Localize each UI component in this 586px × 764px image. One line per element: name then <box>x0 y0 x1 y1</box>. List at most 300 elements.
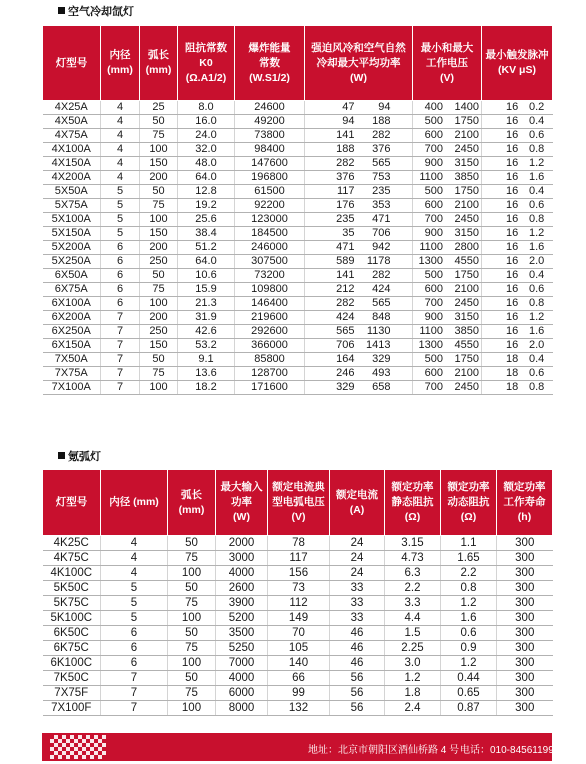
cell-value-min: 500 <box>424 269 443 281</box>
table-cell <box>482 101 553 115</box>
cell-value-max: 2450 <box>454 381 479 393</box>
table-cell: 300 <box>497 686 553 701</box>
table-cell <box>413 241 482 255</box>
cell-value-max: 2100 <box>454 367 479 379</box>
table-row <box>43 227 553 241</box>
table-cell: 32.0 <box>178 143 235 157</box>
table-cell: 196800 <box>235 171 305 185</box>
table-cell <box>413 297 482 311</box>
table-cell: 5K75C <box>43 596 101 611</box>
cell-value-max: 0.8 <box>528 143 545 155</box>
table-cell: 1.2 <box>385 671 441 686</box>
table-cell: 150 <box>140 227 178 241</box>
table-cell: 8000 <box>216 701 268 716</box>
cell-value-max: 3150 <box>454 157 479 169</box>
cell-value-max: 565 <box>372 297 391 309</box>
table-cell: 300 <box>497 566 553 581</box>
table-cell: 24 <box>330 566 385 581</box>
table-cell: 100 <box>140 143 178 157</box>
column-header-line: 功率 <box>231 496 252 508</box>
table-row <box>43 596 553 611</box>
cell-value-min: 94 <box>342 115 355 127</box>
cell-value-min: 16 <box>506 297 519 309</box>
cell-value-max: 1178 <box>366 255 391 267</box>
cell-value-min: 706 <box>336 339 355 351</box>
table-cell <box>482 199 553 213</box>
cell-value-min: 16 <box>506 185 519 197</box>
cell-value-min: 600 <box>424 367 443 379</box>
cell-value-max: 658 <box>372 381 391 393</box>
section2-title <box>58 450 101 464</box>
column-header <box>497 470 553 536</box>
table-cell: 18.2 <box>178 381 235 395</box>
table-cell <box>482 283 553 297</box>
table-cell: 5 <box>101 581 168 596</box>
table-cell: 6 <box>101 656 168 671</box>
table-row <box>43 101 553 115</box>
table-cell <box>305 101 413 115</box>
table-cell: 61500 <box>235 185 305 199</box>
table-cell: 50 <box>140 115 178 129</box>
table-cell: 6K75C <box>43 641 101 656</box>
section1-title <box>58 5 134 19</box>
table-cell: 100 <box>140 297 178 311</box>
table-cell: 7 <box>101 353 140 367</box>
table-cell <box>482 311 553 325</box>
table-cell: 100 <box>168 701 216 716</box>
cell-value-max: 2.0 <box>528 339 545 351</box>
table-cell: 50 <box>168 671 216 686</box>
table-row <box>43 551 553 566</box>
table-cell: 150 <box>140 339 178 353</box>
table-cell: 5X200A <box>43 241 101 255</box>
table-row <box>43 311 553 325</box>
table-cell: 3.15 <box>385 536 441 551</box>
table-row <box>43 171 553 185</box>
table-cell: 300 <box>497 701 553 716</box>
column-header <box>178 26 235 101</box>
cell-value-min: 235 <box>336 213 355 225</box>
cell-value-max: 1750 <box>454 269 479 281</box>
table-cell: 8.0 <box>178 101 235 115</box>
column-header-line: 内径 (mm) <box>109 496 159 508</box>
column-header-line: 额定功率 <box>503 481 546 493</box>
table-cell: 53.2 <box>178 339 235 353</box>
cell-value-min: 18 <box>506 381 519 393</box>
table-cell: 31.9 <box>178 311 235 325</box>
cell-value-min: 500 <box>424 185 443 197</box>
table-cell: 100 <box>168 611 216 626</box>
table-cell: 50 <box>168 581 216 596</box>
table-cell <box>305 171 413 185</box>
table-cell: 246000 <box>235 241 305 255</box>
table-cell: 307500 <box>235 255 305 269</box>
cell-value-max: 1.2 <box>528 157 545 169</box>
cell-value-min: 400 <box>424 101 443 113</box>
column-header-line: (Ω) <box>460 511 477 523</box>
table-cell: 75 <box>168 641 216 656</box>
column-header-line: 灯型号 <box>55 56 88 69</box>
table-cell <box>413 171 482 185</box>
column-header-line: (W.S1/2) <box>249 71 290 84</box>
column-header-line: (mm) <box>107 64 133 76</box>
column-header-line: 最小和最大 <box>420 41 474 54</box>
table-cell: 100 <box>168 656 216 671</box>
cell-value-min: 376 <box>336 171 355 183</box>
table-cell <box>482 157 553 171</box>
table-cell: 7K50C <box>43 671 101 686</box>
table-cell: 123000 <box>235 213 305 227</box>
cell-value-min: 16 <box>506 255 519 267</box>
cell-value-min: 600 <box>424 199 443 211</box>
cell-value-max: 282 <box>372 129 391 141</box>
table-cell: 7 <box>101 325 140 339</box>
table-cell: 33 <box>330 596 385 611</box>
table-cell: 250 <box>140 325 178 339</box>
table-cell: 0.8 <box>441 581 497 596</box>
cell-value-max: 0.4 <box>528 269 545 281</box>
table-cell: 4X25A <box>43 101 101 115</box>
cell-value-max: 0.6 <box>528 283 545 295</box>
cell-value-max: 2100 <box>454 129 479 141</box>
table-cell: 4K100C <box>43 566 101 581</box>
cell-value-min: 35 <box>342 227 355 239</box>
cell-value-max: 2450 <box>454 143 479 155</box>
table-cell <box>305 241 413 255</box>
cell-value-max: 0.4 <box>528 353 545 365</box>
table-cell <box>305 269 413 283</box>
column-header-line: 工作电压 <box>426 56 468 69</box>
table-cell: 2.25 <box>385 641 441 656</box>
table-cell: 13.6 <box>178 367 235 381</box>
table-cell: 4X100A <box>43 143 101 157</box>
table-cell: 300 <box>497 596 553 611</box>
column-header-line: 额定功率 <box>447 481 490 493</box>
cell-value-max: 376 <box>372 143 391 155</box>
cell-value-max: 2100 <box>454 199 479 211</box>
table-cell: 7000 <box>216 656 268 671</box>
cell-value-min: 900 <box>424 227 443 239</box>
table-row <box>43 581 553 596</box>
cell-value-max: 848 <box>372 311 391 323</box>
table-cell: 7 <box>101 339 140 353</box>
column-header-line: 强迫风冷和空气自然 <box>311 41 406 54</box>
table-cell: 6X200A <box>43 311 101 325</box>
table-cell: 0.9 <box>441 641 497 656</box>
table-cell: 1.65 <box>441 551 497 566</box>
table-cell: 0.65 <box>441 686 497 701</box>
cell-value-min: 500 <box>424 115 443 127</box>
cell-value-max: 1400 <box>454 101 479 113</box>
table-cell <box>413 115 482 129</box>
table-cell <box>305 311 413 325</box>
table-cell: 4 <box>101 115 140 129</box>
table-cell: 25 <box>140 101 178 115</box>
table-cell: 292600 <box>235 325 305 339</box>
table-cell <box>305 199 413 213</box>
table-cell: 6X150A <box>43 339 101 353</box>
cell-value-min: 16 <box>506 129 519 141</box>
table-cell: 4X150A <box>43 157 101 171</box>
square-bullet-icon <box>58 452 65 459</box>
table-cell: 100 <box>140 213 178 227</box>
table-cell: 6 <box>101 297 140 311</box>
column-header <box>413 26 482 101</box>
column-header-line: 爆炸能量 <box>248 41 291 54</box>
cell-value-max: 329 <box>372 353 391 365</box>
table-cell: 50 <box>168 626 216 641</box>
table-row <box>43 115 553 129</box>
table-header-row <box>43 470 553 536</box>
table-cell: 149 <box>268 611 330 626</box>
column-header <box>235 26 305 101</box>
table-cell: 73 <box>268 581 330 596</box>
table-cell: 49200 <box>235 115 305 129</box>
air-cooled-xenon-table <box>42 25 553 395</box>
table-cell: 2.2 <box>441 566 497 581</box>
table-cell: 5X150A <box>43 227 101 241</box>
table-cell <box>413 185 482 199</box>
column-header-line: 额定功率 <box>391 481 434 493</box>
column-header-line: 最小触发脉冲 <box>485 49 549 61</box>
table-cell: 6000 <box>216 686 268 701</box>
table-cell: 146400 <box>235 297 305 311</box>
table-cell: 4000 <box>216 671 268 686</box>
cell-value-min: 188 <box>336 143 355 155</box>
cell-value-min: 16 <box>506 115 519 127</box>
cell-value-min: 282 <box>336 297 355 309</box>
table-cell: 5X75A <box>43 199 101 213</box>
cell-value-max: 0.8 <box>528 381 545 393</box>
cell-value-min: 16 <box>506 101 519 113</box>
cell-value-min: 1300 <box>418 255 443 267</box>
table-cell: 4 <box>101 566 168 581</box>
table-cell: 21.3 <box>178 297 235 311</box>
column-header-line: (V) <box>291 511 306 523</box>
table-cell <box>305 227 413 241</box>
cell-value-min: 47 <box>342 101 355 113</box>
table-cell: 75 <box>140 367 178 381</box>
table-cell: 3.0 <box>385 656 441 671</box>
table-cell: 6 <box>101 241 140 255</box>
table-cell: 9.1 <box>178 353 235 367</box>
table-cell: 66 <box>268 671 330 686</box>
table-cell: 1.1 <box>441 536 497 551</box>
table-row <box>43 626 553 641</box>
cell-value-min: 141 <box>336 269 355 281</box>
table-row <box>43 143 553 157</box>
cell-value-max: 1750 <box>454 115 479 127</box>
cell-value-max: 753 <box>372 171 391 183</box>
table-cell: 12.8 <box>178 185 235 199</box>
table-cell: 147600 <box>235 157 305 171</box>
cell-value-min: 900 <box>424 311 443 323</box>
table-cell <box>413 143 482 157</box>
table-cell: 56 <box>330 671 385 686</box>
cell-value-max: 2450 <box>454 297 479 309</box>
footer-address: 地址：北京市朝阳区酒仙桥路 4 号 <box>308 745 460 756</box>
column-header-line: 弧长 <box>148 49 169 61</box>
cell-value-min: 700 <box>424 381 443 393</box>
table-cell: 7 <box>101 671 168 686</box>
table-cell: 25.6 <box>178 213 235 227</box>
table-cell: 15.9 <box>178 283 235 297</box>
cell-value-max: 0.8 <box>528 297 545 309</box>
table-cell: 7 <box>101 311 140 325</box>
column-header-line: 额定电流 <box>336 488 378 501</box>
table-cell: 51.2 <box>178 241 235 255</box>
table-cell: 4X75A <box>43 129 101 143</box>
cell-value-max: 2800 <box>454 241 479 253</box>
column-header-line: 动态阻抗 <box>447 496 490 508</box>
cell-value-min: 16 <box>506 157 519 169</box>
cell-value-max: 942 <box>372 241 391 253</box>
table-cell: 10.6 <box>178 269 235 283</box>
table-cell: 171600 <box>235 381 305 395</box>
table-cell: 4 <box>101 143 140 157</box>
table-cell: 75 <box>140 129 178 143</box>
cell-value-min: 589 <box>336 255 355 267</box>
table-cell: 46 <box>330 656 385 671</box>
table-cell <box>482 241 553 255</box>
table-cell: 200 <box>140 171 178 185</box>
table-cell <box>413 381 482 395</box>
cell-value-max: 282 <box>372 269 391 281</box>
table-cell: 150 <box>140 157 178 171</box>
cell-value-max: 0.2 <box>528 101 545 113</box>
column-header <box>216 470 268 536</box>
table-cell: 99 <box>268 686 330 701</box>
table-cell: 3900 <box>216 596 268 611</box>
table-cell: 300 <box>497 581 553 596</box>
cell-value-min: 16 <box>506 269 519 281</box>
table-cell: 3000 <box>216 551 268 566</box>
table-cell: 38.4 <box>178 227 235 241</box>
table-row <box>43 241 553 255</box>
table-cell: 7 <box>101 701 168 716</box>
cell-value-min: 164 <box>336 353 355 365</box>
table-cell: 7 <box>101 367 140 381</box>
table-cell: 7X100A <box>43 381 101 395</box>
table-cell: 2000 <box>216 536 268 551</box>
cell-value-min: 176 <box>336 199 355 211</box>
table-cell: 42.6 <box>178 325 235 339</box>
table-cell: 24 <box>330 551 385 566</box>
column-header-line: 工作寿命 <box>503 496 546 508</box>
column-header-line: 灯型号 <box>55 496 88 508</box>
column-header <box>101 470 168 536</box>
cell-value-min: 16 <box>506 311 519 323</box>
table-cell: 100 <box>168 566 216 581</box>
cell-value-max: 1.2 <box>528 311 545 323</box>
table-cell <box>413 325 482 339</box>
cell-value-min: 1100 <box>419 241 443 253</box>
table-row <box>43 129 553 143</box>
table-cell <box>482 213 553 227</box>
table-cell: 128700 <box>235 367 305 381</box>
table-cell: 300 <box>497 641 553 656</box>
table-cell <box>482 143 553 157</box>
table-cell: 75 <box>140 283 178 297</box>
table-cell: 156 <box>268 566 330 581</box>
table-cell: 5 <box>101 213 140 227</box>
column-header-line: (W) <box>350 71 367 84</box>
table-cell: 6K100C <box>43 656 101 671</box>
table-cell: 5250 <box>216 641 268 656</box>
table-cell: 6K50C <box>43 626 101 641</box>
cell-value-min: 16 <box>506 143 519 155</box>
table-cell: 300 <box>497 656 553 671</box>
cell-value-max: 1750 <box>454 185 479 197</box>
cell-value-min: 16 <box>506 283 519 295</box>
table-cell: 85800 <box>235 353 305 367</box>
table-cell: 6X75A <box>43 283 101 297</box>
square-bullet-icon <box>58 7 65 14</box>
table-cell: 24.0 <box>178 129 235 143</box>
column-header <box>482 26 553 101</box>
table-cell: 2.4 <box>385 701 441 716</box>
table-cell: 117 <box>268 551 330 566</box>
column-header <box>101 26 140 101</box>
cell-value-max: 188 <box>372 115 391 127</box>
table-row <box>43 686 553 701</box>
table-row <box>43 611 553 626</box>
cell-value-min: 246 <box>336 367 355 379</box>
cell-value-max: 2100 <box>454 283 479 295</box>
table-cell: 75 <box>168 596 216 611</box>
table-cell: 50 <box>140 185 178 199</box>
cell-value-max: 1413 <box>366 339 391 351</box>
table-cell <box>413 255 482 269</box>
column-header-line: 额定电流典 <box>272 481 325 493</box>
cell-value-max: 3150 <box>454 311 479 323</box>
column-header-line: (mm) <box>145 64 172 76</box>
table-cell: 33 <box>330 581 385 596</box>
cell-value-max: 1.6 <box>528 241 545 253</box>
table-cell: 50 <box>140 269 178 283</box>
table-cell: 7X75F <box>43 686 101 701</box>
table-cell: 0.44 <box>441 671 497 686</box>
table-cell: 140 <box>268 656 330 671</box>
cell-value-max: 0.6 <box>528 129 545 141</box>
table-cell: 5 <box>101 611 168 626</box>
table-row <box>43 367 553 381</box>
column-header-line: (V) <box>440 71 454 84</box>
cell-value-max: 0.6 <box>528 199 545 211</box>
cell-value-max: 2450 <box>454 213 479 225</box>
cell-value-min: 16 <box>506 325 519 337</box>
table-cell: 75 <box>168 686 216 701</box>
cell-value-max: 3150 <box>454 227 479 239</box>
table-row <box>43 701 553 716</box>
cell-value-min: 600 <box>424 283 443 295</box>
cell-value-min: 1100 <box>419 171 443 183</box>
table-cell: 366000 <box>235 339 305 353</box>
table-cell: 4K75C <box>43 551 101 566</box>
table-cell <box>413 101 482 115</box>
table-row <box>43 283 553 297</box>
table-cell: 184500 <box>235 227 305 241</box>
column-header-line: 最大输入 <box>220 481 263 493</box>
column-header-line: 弧长 <box>181 488 202 501</box>
table-cell <box>413 353 482 367</box>
table-cell <box>305 255 413 269</box>
table-cell: 5 <box>101 596 168 611</box>
cell-value-max: 0.6 <box>528 367 545 379</box>
cell-value-min: 900 <box>424 157 443 169</box>
cell-value-max: 1.2 <box>528 227 545 239</box>
table-cell: 5X100A <box>43 213 101 227</box>
